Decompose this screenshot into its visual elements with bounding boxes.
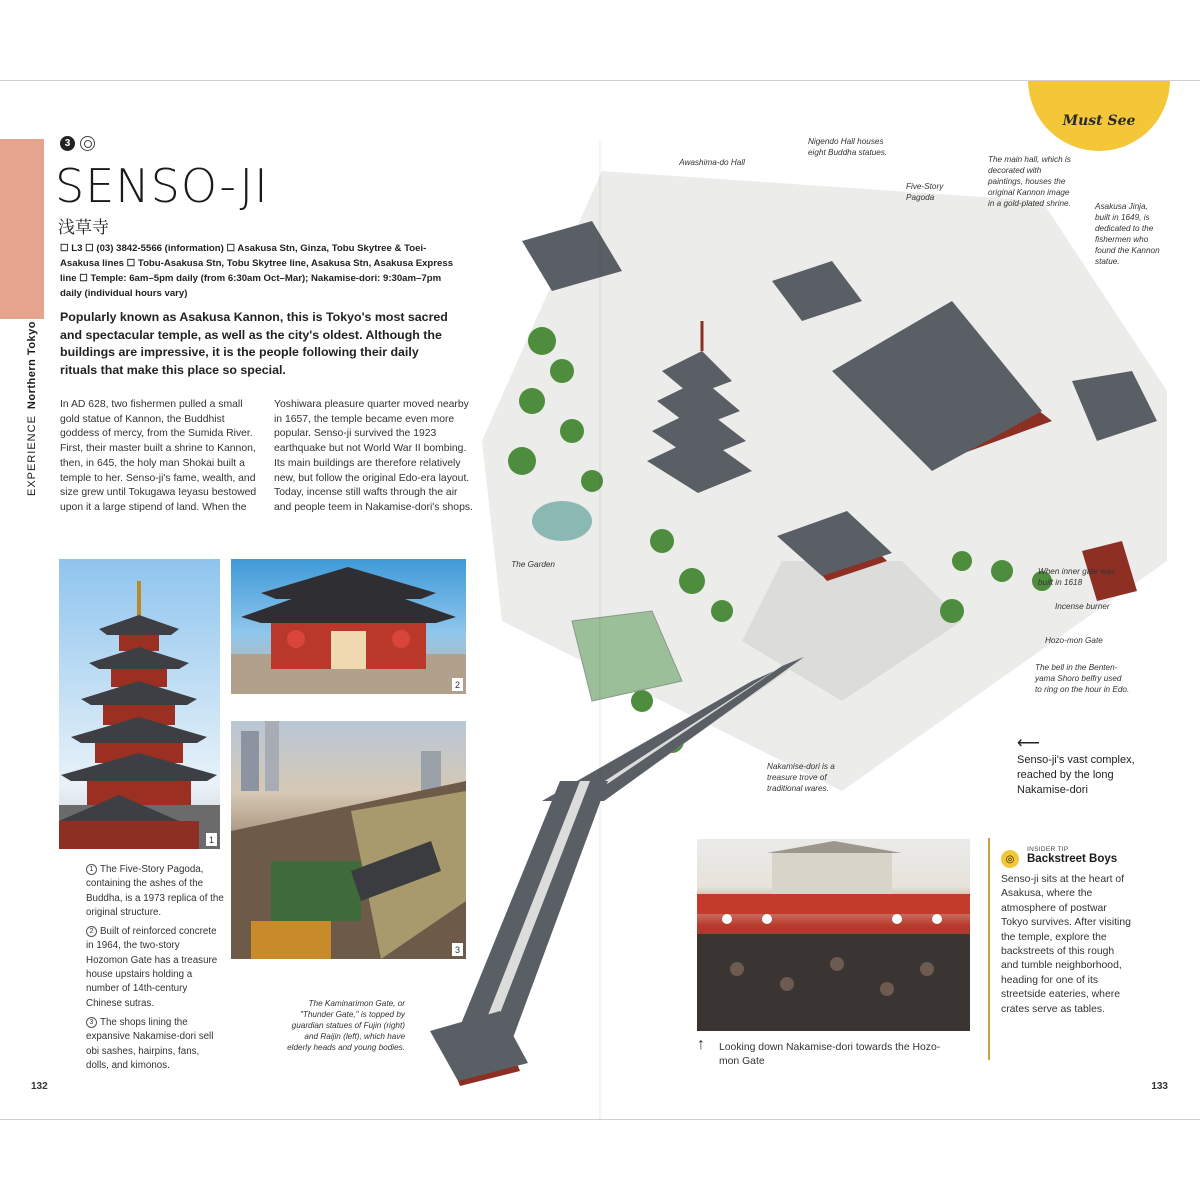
annotation-inner-gate: When inner gate was built in 1618: [1038, 567, 1115, 587]
annotation-nigendo: Nigendo Hall houses eight Buddha statues.: [808, 137, 888, 157]
must-see-badge: Must See: [1028, 80, 1170, 151]
page-number-right: 133: [1151, 1081, 1168, 1092]
page-title: SENSO-JI: [55, 159, 269, 213]
complex-caption-text: Senso-ji's vast complex, reached by the long Nakamise-dori: [1017, 754, 1135, 796]
japanese-title: 浅草寺: [58, 218, 109, 237]
annotation-bell: The bell in the Benten-yama Shoro belfry used to ring on the hour in Edo.: [1035, 663, 1130, 694]
must-see-icon: [80, 136, 95, 151]
section-label: [26, 321, 38, 496]
page-number-left: 132: [31, 1081, 48, 1092]
nakamise-street-lower: [430, 781, 610, 1101]
book-spread: [0, 80, 1200, 1120]
body-column-1: In AD 628, two fishermen pulled a small gold statue of Kannon, the Buddhist goddess of mercy, from the Sumida River. First, their master built a shrine to Kannon, then, in 645, the holy man Shokai built a temple to her. Senso-ji's fame, wealth, and size grew until Tokugawa Ieyasu bestowed upon it a large stipend of land. When the: [60, 399, 257, 513]
caption-text: Built of reinforced concrete in 1964, the two-story Hozomon Gate has a treasure house upstairs holding a number of 14th-century Chinese sutras.: [86, 926, 218, 1009]
caption-3: [86, 1016, 224, 1073]
section-label-text: EXPERIENCE: [26, 415, 38, 496]
caption-1: [86, 863, 224, 920]
annotation-incense-burner: Incense burner: [1055, 602, 1110, 611]
intro-paragraph: Popularly known as Asakusa Kannon, this is Tokyo's most sacred and spectacular temple, as well as the city's oldest. Although the buildings are impressive, it is the people following their daily rituals that make this place so special.: [60, 310, 448, 377]
annotation-nakamise: Nakamise-dori is a treasure trove of traditional wares.: [767, 762, 835, 793]
pagoda-illustration: [59, 559, 220, 849]
caption-text: The shops lining the expansive Nakamise-dori sell obi sashes, hairpins, fans, dolls, and kimonos.: [86, 1016, 214, 1071]
arrow-up-icon: ↑: [697, 1036, 705, 1053]
gate-illustration: [231, 559, 466, 694]
map-illustration: [482, 141, 1167, 801]
nakamise-street-photo: [697, 839, 970, 1031]
annotation-awashima: Awashima-do Hall: [679, 158, 745, 167]
annotation-hozomon: Hozo-mon Gate: [1045, 636, 1103, 645]
section-area-text: Northern Tokyo: [26, 321, 38, 410]
pagoda-photo: [59, 559, 220, 849]
entry-number-badge: 3: [60, 136, 75, 151]
annotation-main-hall: The main hall, which is decorated with paintings, houses the original Kannon image in a gold-plated shrine.: [988, 155, 1071, 208]
photo-number: 1: [206, 833, 217, 846]
photo-number: 3: [452, 943, 463, 956]
insider-tip-icon: ◎: [1001, 850, 1019, 868]
annotation-asakusa-jinja: Asakusa Jinja, built in 1649, is dedicated to the fishermen who found the Kannon statue.: [1095, 202, 1160, 266]
caption-number: 1: [86, 864, 97, 875]
caption-number: 3: [86, 1017, 97, 1028]
insider-tip-body: Senso-ji sits at the heart of Asakusa, where the atmosphere of postwar Tokyo survives. After visiting the temple, explore the backstreets of this rough and tumble neighborhood, heading for one of its streetside eateries, where crates serve as tables.: [1001, 874, 1131, 1015]
caption-2: [86, 925, 224, 1011]
hozomon-gate-photo: [231, 559, 466, 694]
body-column-2: Yoshiwara pleasure quarter moved nearby in 1657, the temple became even more popular. Senso-ji survived the 1923 earthquake but not World War II bombing. Its main buildings are therefore relatively new, but follow the original Edo-era layout. Today, incense still wafts through the air and people teem in Nakamise-dori's shops.: [274, 399, 473, 513]
complex-caption: [1017, 736, 1157, 798]
caption-number: 2: [86, 926, 97, 937]
street-illustration: [697, 839, 970, 1031]
arrow-left-icon: ⟵: [1017, 735, 1040, 752]
street-photo-caption: [697, 1036, 957, 1069]
annotation-pagoda: Five-Story Pagoda: [906, 182, 944, 202]
practical-info: ☐ L3 ☐ (03) 3842-5566 (information) ☐ Asakusa Stn, Ginza, Tobu Skytree & Toei-Asakusa lines ☐ Tobu-Asakusa Stn, Tobu Skytree line, Asakusa Stn, Asakusa Express line ☐ Temple: 6am–5pm daily (from 6:30am Oct–Mar); Nakamise-dori: 9:30am–7pm daily (individual hours vary): [60, 243, 454, 299]
photo-number: 2: [452, 678, 463, 691]
caption-text: The Five-Story Pagoda, containing the ashes of the Buddha, is a 1973 replica of the original structure.: [86, 864, 224, 918]
section-color-tab: [0, 139, 44, 319]
temple-illustrated-map: [482, 141, 1167, 801]
insider-tip-box: [988, 838, 1133, 1060]
insider-tip-kicker: INSIDER TIP: [1027, 846, 1069, 853]
street-photo-caption-text: Looking down Nakamise-dori towards the Hozo-mon Gate: [719, 1042, 941, 1067]
entry-number: [60, 136, 95, 151]
annotation-kaminarimon: The Kaminarimon Gate, or "Thunder Gate," is topped by guardian statues of Fujin (right) and Raijin (left), which have elderly heads and young bodies.: [287, 999, 405, 1052]
photo-captions: [86, 863, 224, 1078]
insider-tip-title: Backstreet Boys: [1027, 853, 1118, 865]
annotation-garden: The Garden: [511, 560, 555, 569]
